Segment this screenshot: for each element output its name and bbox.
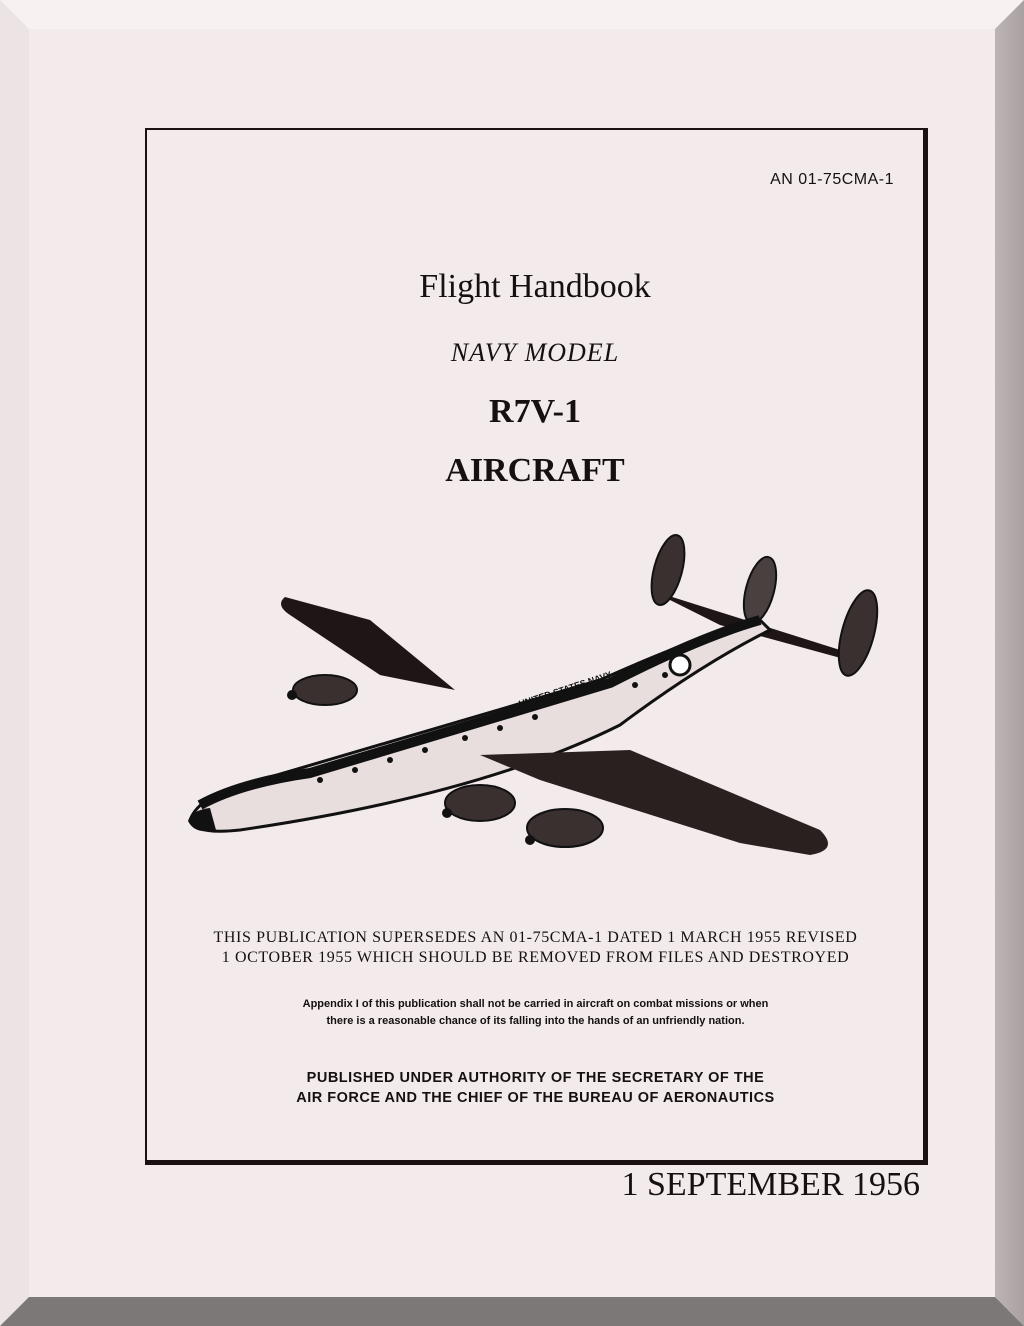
supersedes-notice	[145, 928, 926, 968]
appendix-line: Appendix I of this publication shall not be carried in aircraft on combat missions or when	[302, 998, 769, 1010]
supersedes-line: THIS PUBLICATION SUPERSEDES AN 01-75CMA-1 DATED 1 MARCH 1955 REVISED	[213, 929, 858, 946]
page-bevel-left	[0, 0, 29, 1326]
publication-date: 1 SEPTEMBER 1956	[621, 1166, 920, 1203]
aircraft-model: R7V-1	[489, 393, 581, 430]
page-bevel-right	[995, 0, 1024, 1326]
authority-line: PUBLISHED UNDER AUTHORITY OF THE SECRETARY OF THE	[306, 1070, 765, 1086]
fuselage-marking: UNITED STATES NAVY	[517, 669, 613, 709]
page-bevel-bottom	[0, 1297, 1024, 1326]
subtitle: NAVY MODEL	[450, 338, 620, 367]
document-number: AN 01-75CMA-1	[770, 171, 894, 188]
appendix-line: there is a reasonable chance of its falling into the hands of an unfriendly nation.	[326, 1015, 745, 1027]
page-bevel-top	[0, 0, 1024, 29]
aircraft-illustration	[180, 525, 890, 870]
authority-line: AIR FORCE AND THE CHIEF OF THE BUREAU OF AERONAUTICS	[296, 1090, 775, 1106]
authority-statement	[145, 1068, 926, 1108]
appendix-warning	[145, 996, 926, 1030]
supersedes-line: 1 OCTOBER 1955 WHICH SHOULD BE REMOVED FROM FILES AND DESTROYED	[221, 949, 850, 966]
aircraft-label: AIRCRAFT	[445, 452, 625, 489]
page-title: Flight Handbook	[419, 268, 651, 305]
